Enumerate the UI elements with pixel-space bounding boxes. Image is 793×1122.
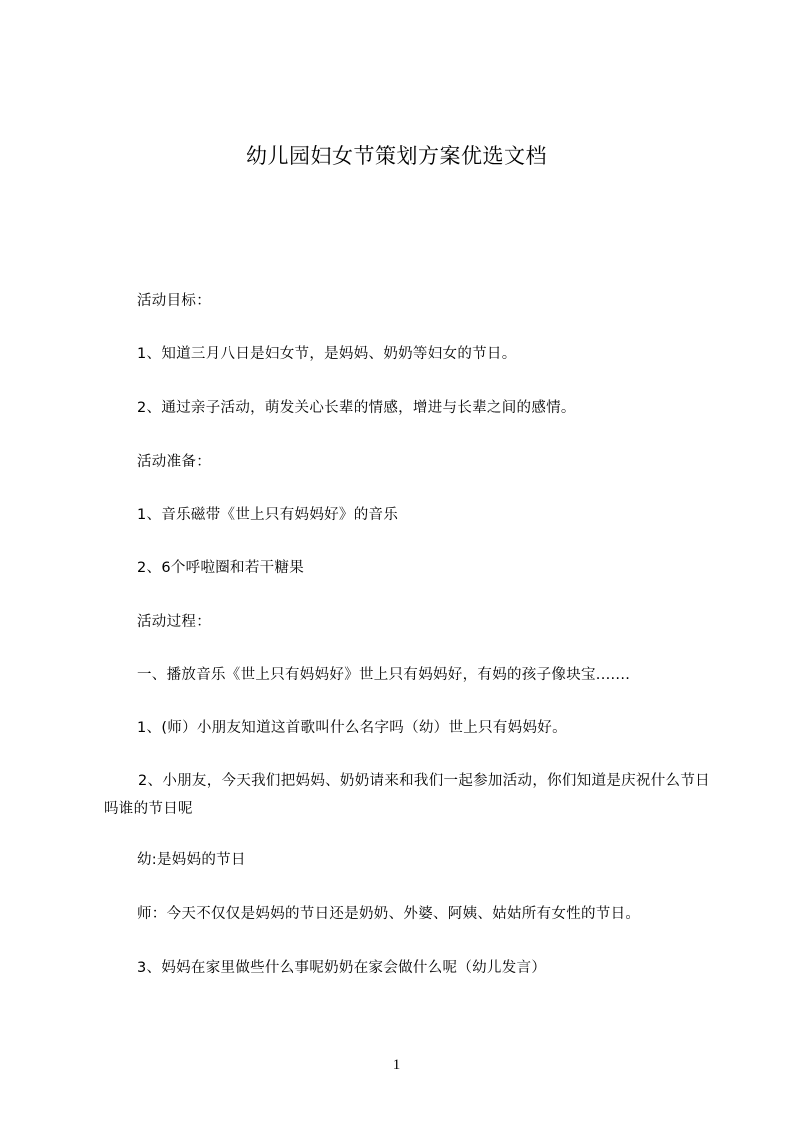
paragraph-process-step-1: 一、播放音乐《世上只有妈妈好》世上只有妈妈好，有妈的孩子像块宝....... [137,667,631,683]
paragraph-goal-2: 2、通过亲子活动，萌发关心长辈的情感，增进与长辈之间的感情。 [137,400,576,416]
paragraph-child-answer: 幼:是妈妈的节日 [137,852,246,868]
paragraph-goal-1: 1、知道三月八日是妇女节，是妈妈、奶奶等妇女的节日。 [137,346,517,362]
page-number: 1 [392,1057,401,1073]
paragraph-process-heading: 活动过程： [137,614,211,630]
document-title: 幼儿园妇女节策划方案优选文档 [246,144,547,168]
paragraph-preparation-1: 1、音乐磁带《世上只有妈妈好》的音乐 [137,507,399,523]
paragraph-teacher-reply: 师：今天不仅仅是妈妈的节日还是奶奶、外婆、阿姨、姑姑所有女性的节日。 [137,906,641,922]
paragraph-preparation-heading: 活动准备： [137,454,211,470]
paragraph-goals-heading: 活动目标： [137,293,211,309]
paragraph-process-step-1-3: 3、妈妈在家里做些什么事呢奶奶在家会做什么呢（幼儿发言） [137,960,547,976]
paragraph-process-step-1-1: 1、(师）小朋友知道这首歌叫什么名字吗（幼）世上只有妈妈好。 [137,720,567,736]
paragraph-process-step-1-2: 2、小朋友，今天我们把妈妈、奶奶请来和我们一起参加活动，你们知道是庆祝什么节日吗谁的节日呢 [104,773,710,817]
paragraph-preparation-2: 2、6个呼啦圈和若干糖果 [137,560,305,576]
